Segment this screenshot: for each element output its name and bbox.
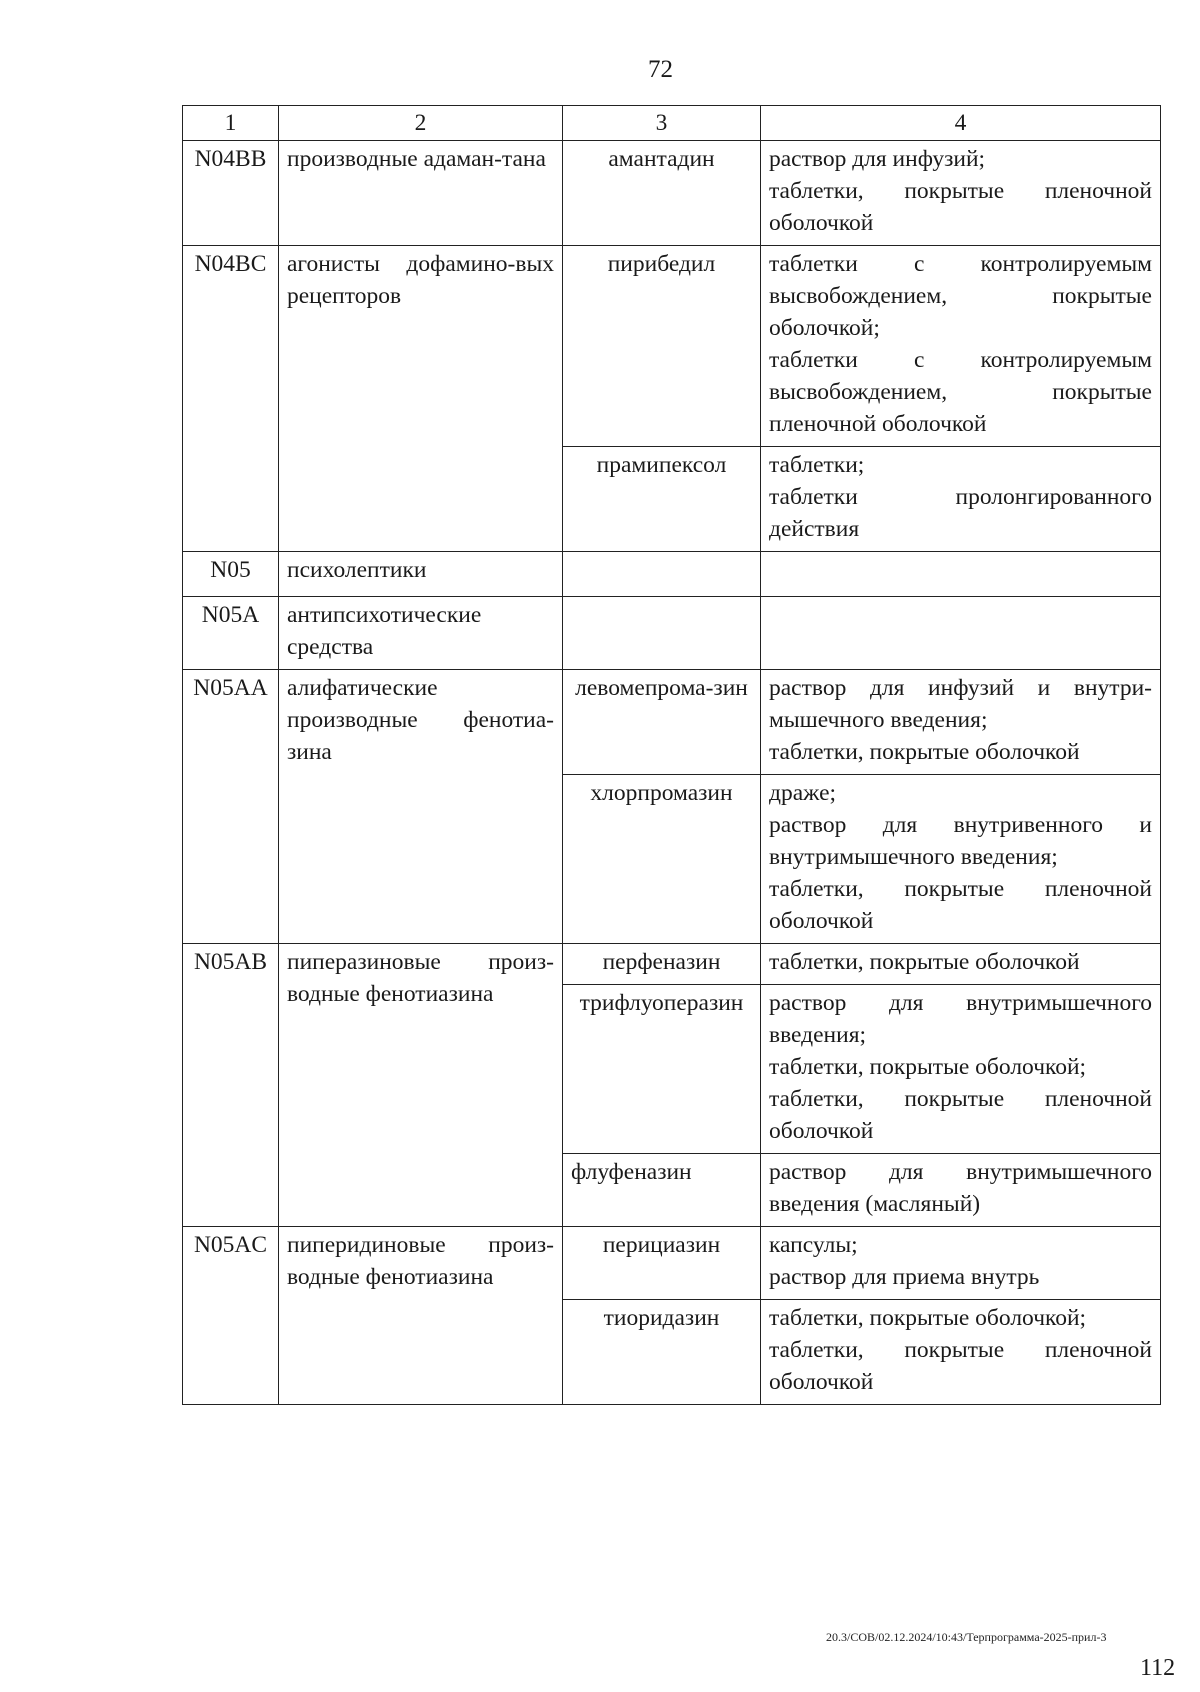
drug-name-cell: перициазин (563, 1227, 761, 1300)
dosage-form-item: таблетки, покрытые пленочной оболочкой (769, 876, 1152, 934)
dosage-form-item: раствор для инфузий и внутри-мышечного введения; (769, 675, 1152, 733)
document-reference: 20.3/СОВ/02.12.2024/10:43/Терпрограмма-2025-прил-3 (826, 1630, 1107, 1644)
atc-code-cell: N04BB (183, 141, 279, 246)
table-row (183, 944, 1161, 985)
drug-name-cell: левомепрома-зин (563, 670, 761, 775)
dosage-form-cell (761, 775, 1161, 944)
atc-code-cell: N05A (183, 597, 279, 670)
dosage-form-item: таблетки, покрытые оболочкой (769, 949, 1080, 975)
dosage-form-cell (761, 670, 1161, 775)
dosage-form-cell (761, 985, 1161, 1154)
group-name-cell: психолептики (279, 552, 563, 597)
dosage-form-item: раствор для внутривенного и внутримышечного введения; (769, 812, 1152, 870)
group-name-cell: пиперазиновые произ-водные фенотиазина (279, 944, 563, 1227)
group-name-cell: алифатические производные фенотиа-зина (279, 670, 563, 944)
dosage-form-cell (761, 1227, 1161, 1300)
dosage-form-item: таблетки, покрытые оболочкой; (769, 1054, 1087, 1080)
drug-name-cell: флуфеназин (563, 1154, 761, 1227)
dosage-form-cell (761, 1154, 1161, 1227)
page-number-top: 72 (648, 56, 673, 83)
dosage-form-cell (761, 246, 1161, 447)
dosage-form-item: раствор для инфузий; (769, 146, 986, 172)
drug-name-cell (563, 552, 761, 597)
dosage-form-cell (761, 597, 1161, 670)
drug-name-cell: хлорпромазин (563, 775, 761, 944)
dosage-form-item: раствор для внутримышечного введения; (769, 990, 1152, 1048)
column-header: 1 (183, 106, 279, 141)
dosage-form-cell (761, 944, 1161, 985)
drug-name-cell: тиоридазин (563, 1300, 761, 1405)
drug-name-cell (563, 597, 761, 670)
drug-name-cell: амантадин (563, 141, 761, 246)
dosage-form-item: раствор для внутримышечного введения (масляный) (769, 1159, 1152, 1217)
column-header: 2 (279, 106, 563, 141)
table-row (183, 141, 1161, 246)
dosage-form-cell (761, 552, 1161, 597)
dosage-form-item: таблетки; (769, 452, 865, 478)
column-header: 4 (761, 106, 1161, 141)
page-number-bottom: 112 (1140, 1655, 1176, 1681)
dosage-form-item: таблетки, покрытые пленочной оболочкой (769, 1337, 1152, 1395)
dosage-form-cell (761, 447, 1161, 552)
table-row (183, 670, 1161, 775)
column-header: 3 (563, 106, 761, 141)
dosage-form-item: таблетки, покрытые пленочной оболочкой (769, 178, 1152, 236)
dosage-form-cell (761, 141, 1161, 246)
dosage-form-item: таблетки, покрытые оболочкой (769, 739, 1080, 765)
table-row (183, 597, 1161, 670)
dosage-form-item: таблетки, покрытые оболочкой; (769, 1305, 1087, 1331)
table-row (183, 246, 1161, 447)
group-name-cell: производные адаман-тана (279, 141, 563, 246)
dosage-form-item: драже; (769, 780, 837, 806)
atc-code-cell: N05AA (183, 670, 279, 944)
table-row (183, 1227, 1161, 1300)
atc-code-cell: N05AC (183, 1227, 279, 1405)
table-row (183, 552, 1161, 597)
dosage-form-item: таблетки пролонгированного действия (769, 484, 1152, 542)
drug-name-cell: прамипексол (563, 447, 761, 552)
group-name-cell: антипсихотические средства (279, 597, 563, 670)
drug-table (182, 105, 1161, 1405)
group-name-cell: пиперидиновые произ-водные фенотиазина (279, 1227, 563, 1405)
dosage-form-cell (761, 1300, 1161, 1405)
drug-name-cell: пирибедил (563, 246, 761, 447)
table-header-row (183, 106, 1161, 141)
atc-code-cell: N05AB (183, 944, 279, 1227)
group-name-cell: агонисты дофамино-вых рецепторов (279, 246, 563, 552)
dosage-form-item: раствор для приема внутрь (769, 1264, 1040, 1290)
drug-name-cell: перфеназин (563, 944, 761, 985)
atc-code-cell: N05 (183, 552, 279, 597)
table-body (183, 141, 1161, 1405)
dosage-form-item: таблетки, покрытые пленочной оболочкой (769, 1086, 1152, 1144)
dosage-form-item: капсулы; (769, 1232, 858, 1258)
atc-code-cell: N04BC (183, 246, 279, 552)
dosage-form-item: таблетки с контролируемым высвобождением, покрытые пленочной оболочкой (769, 347, 1152, 437)
dosage-form-item: таблетки с контролируемым высвобождением, покрытые оболочкой; (769, 251, 1152, 341)
drug-name-cell: трифлуоперазин (563, 985, 761, 1154)
